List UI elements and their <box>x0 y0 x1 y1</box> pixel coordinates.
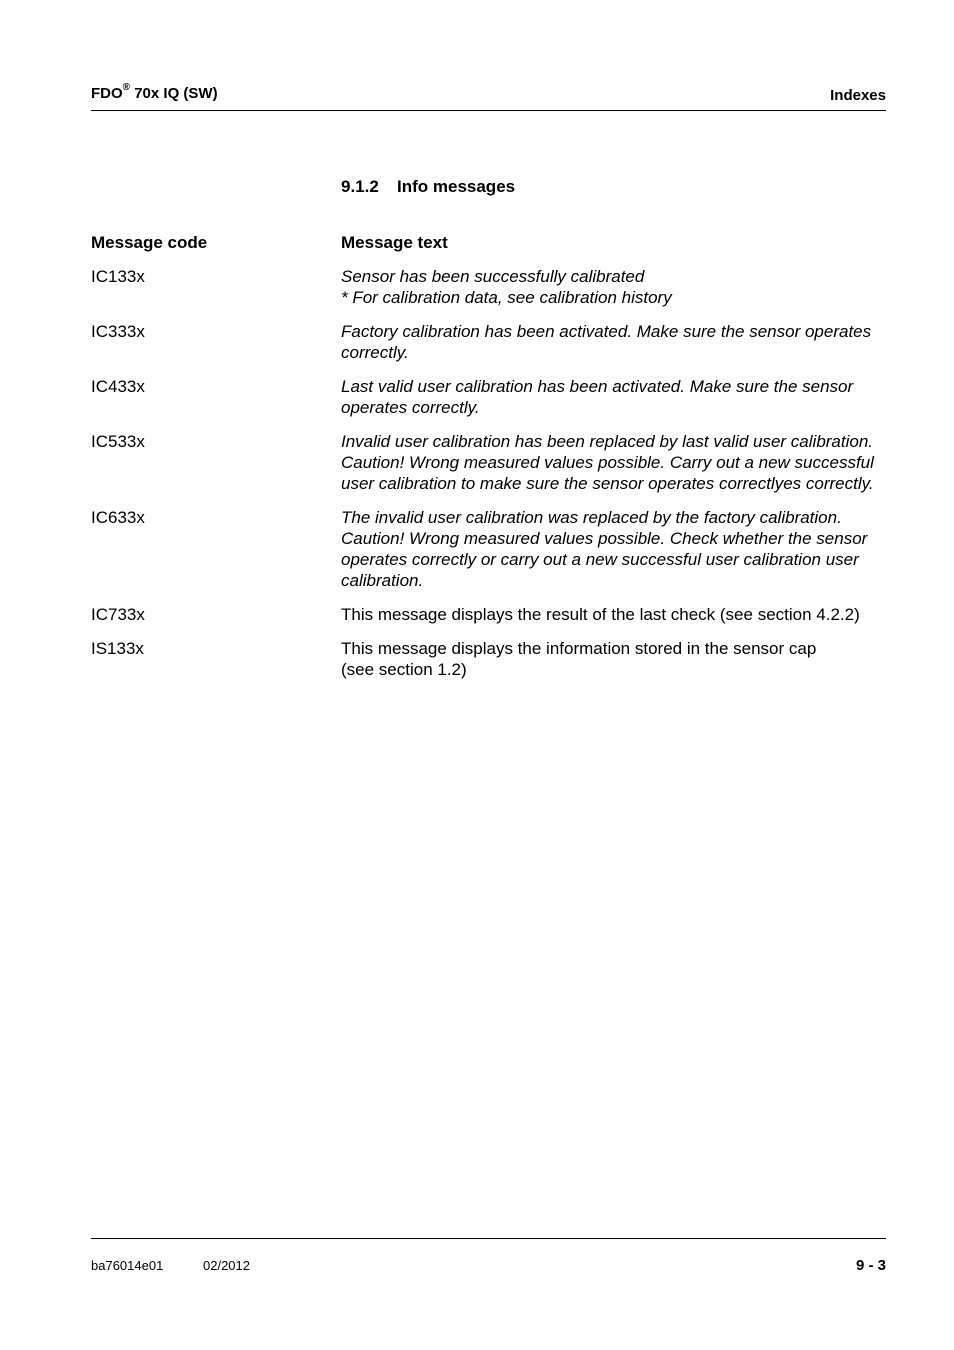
message-text-line: (see section 1.2) <box>341 660 467 679</box>
footer-document-id: ba76014e01 <box>91 1258 164 1273</box>
section-heading <box>341 177 515 197</box>
message-text-line: Last valid user calibration has been activated. Make sure the sensor <box>341 377 854 396</box>
info-messages-table <box>91 232 891 693</box>
table-row <box>91 321 891 363</box>
message-text-line: Caution! Wrong measured values possible. Check whether the sensor <box>341 529 868 548</box>
message-text-line: correctly. <box>341 343 409 362</box>
footer-date: 02/2012 <box>203 1258 250 1273</box>
column-header-text: Message text <box>341 233 448 252</box>
message-text-line: * For calibration data, see calibration history <box>341 288 672 307</box>
message-code: IC533x <box>91 432 145 451</box>
table-row <box>91 376 891 418</box>
message-text-line: Factory calibration has been activated. Make sure the sensor operates <box>341 322 872 341</box>
message-text-line: Caution! Wrong measured values possible. Carry out a new successful <box>341 453 874 472</box>
table-row <box>91 266 891 308</box>
header-registered-mark: ® <box>122 82 131 93</box>
message-text <box>341 431 891 494</box>
table-row <box>91 431 891 494</box>
message-text-line: The invalid user calibration was replaced by the factory calibration. <box>341 508 842 527</box>
message-text-line: calibration. <box>341 571 424 590</box>
table-row <box>91 604 891 625</box>
section-title: Info messages <box>397 177 516 196</box>
header-product-model: 70x IQ (SW) <box>130 85 218 102</box>
section-number: 9.1.2 <box>341 177 379 196</box>
message-text <box>341 376 891 418</box>
message-code: IC333x <box>91 322 145 341</box>
message-text <box>341 507 891 591</box>
column-header-code: Message code <box>91 233 208 252</box>
message-code: IC633x <box>91 508 145 527</box>
message-code: IC433x <box>91 377 145 396</box>
message-text-line: operates correctly or carry out a new successful user calibration user <box>341 550 859 569</box>
table-row <box>91 638 891 680</box>
message-text <box>341 604 891 625</box>
page-footer <box>91 1238 886 1279</box>
table-header-row <box>91 232 891 253</box>
message-code: IC733x <box>91 605 145 624</box>
message-text <box>341 321 891 363</box>
header-product-name: FDO <box>91 85 123 102</box>
header-product-title <box>91 82 218 102</box>
message-text-line: This message displays the information stored in the sensor cap <box>341 639 817 658</box>
header-chapter: Indexes <box>830 87 886 104</box>
page-header <box>91 82 886 111</box>
message-text <box>341 638 891 680</box>
message-text-line: user calibration to make sure the sensor operates correctlyes correctly. <box>341 474 874 493</box>
footer-page-number: 9 - 3 <box>855 1257 886 1274</box>
message-text-line: Sensor has been successfully calibrated <box>341 267 645 286</box>
message-text-line: operates correctly. <box>341 398 480 417</box>
table-row <box>91 507 891 591</box>
message-text-line: Invalid user calibration has been replaced by last valid user calibration. <box>341 432 874 451</box>
message-code: IC133x <box>91 267 145 286</box>
message-code: IS133x <box>91 639 144 658</box>
message-text-line: This message displays the result of the last check (see section 4.2.2) <box>341 605 860 624</box>
message-text <box>341 266 891 308</box>
